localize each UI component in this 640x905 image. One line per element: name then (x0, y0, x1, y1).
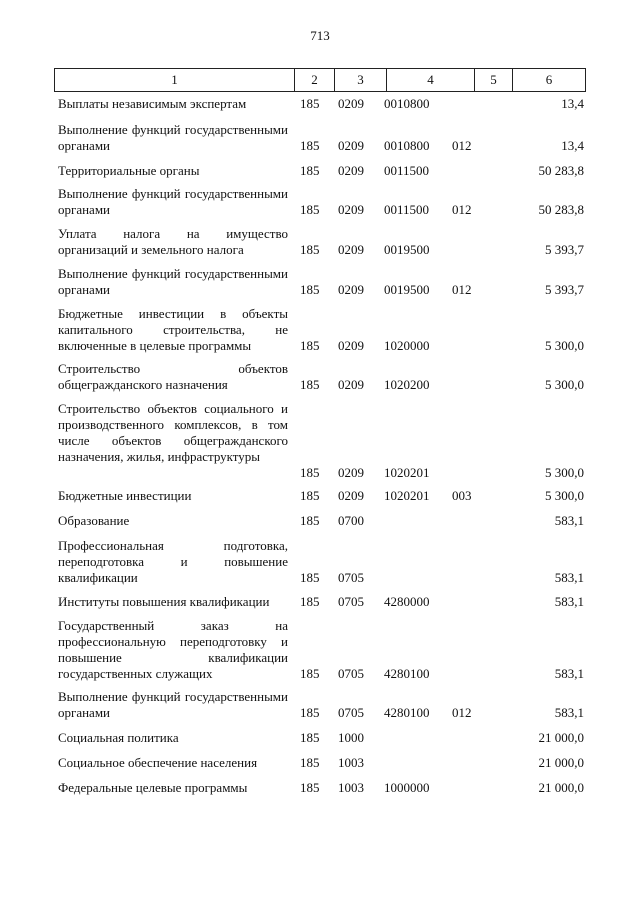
row-name: Выполнение функций государственными органами (58, 266, 288, 297)
row-amount: 5 300,0 (545, 338, 584, 353)
row-code-3: 1000 (338, 730, 364, 745)
row-code-3: 0705 (338, 666, 364, 681)
row-code-2: 185 (300, 202, 320, 217)
table-row (0, 266, 640, 298)
row-code-5: 012 (452, 202, 472, 217)
row-code-4: 0011500 (384, 163, 430, 178)
row-amount: 5 300,0 (545, 488, 584, 503)
row-code-2: 185 (300, 138, 320, 153)
row-code-4: 4280100 (384, 705, 430, 720)
row-amount: 583,1 (554, 666, 584, 681)
row-name: Образование (58, 513, 130, 528)
row-amount: 583,1 (554, 594, 584, 609)
row-code-4: 0019500 (384, 282, 430, 297)
row-code-2: 185 (300, 488, 320, 503)
row-name: Строительство объектов общегражданского назначения (58, 361, 288, 392)
table-row (0, 513, 640, 529)
row-code-2: 185 (300, 96, 320, 111)
row-code-3: 0705 (338, 570, 364, 585)
row-code-4: 1020000 (384, 338, 430, 353)
row-code-2: 185 (300, 780, 320, 795)
row-code-2: 185 (300, 163, 320, 178)
page-number: 713 (310, 28, 330, 43)
column-header-2: 2 (295, 69, 335, 91)
column-header-1: 1 (55, 69, 295, 91)
row-amount: 50 283,8 (538, 202, 584, 217)
table-row (0, 163, 640, 179)
row-code-3: 0705 (338, 705, 364, 720)
row-code-3: 0705 (338, 594, 364, 609)
table-row (0, 122, 640, 154)
row-code-3: 1003 (338, 780, 364, 795)
row-name: Федеральные целевые программы (58, 780, 248, 795)
row-code-2: 185 (300, 705, 320, 720)
row-name: Государственный заказ на профессиональную переподготовку и повышение квалификации государственных служащих (58, 618, 288, 681)
table-row (0, 361, 640, 393)
row-name: Выплаты независимым экспертам (58, 96, 247, 111)
row-name: Выполнение функций государственными органами (58, 689, 288, 720)
row-code-2: 185 (300, 570, 320, 585)
row-amount: 21 000,0 (538, 780, 584, 795)
row-code-3: 0209 (338, 488, 364, 503)
row-amount: 5 393,7 (545, 282, 584, 297)
row-amount: 5 393,7 (545, 242, 584, 257)
table-row (0, 226, 640, 258)
row-code-5: 003 (452, 488, 472, 503)
row-code-2: 185 (300, 755, 320, 770)
row-code-3: 0209 (338, 338, 364, 353)
row-code-2: 185 (300, 594, 320, 609)
row-amount: 5 300,0 (545, 377, 584, 392)
column-header-6: 6 (545, 72, 553, 87)
table-row (0, 689, 640, 721)
row-code-4: 1020201 (384, 465, 430, 480)
row-code-3: 0209 (338, 242, 364, 257)
column-header-5: 5 (475, 69, 513, 91)
row-code-3: 0209 (338, 96, 364, 111)
row-code-3: 0700 (338, 513, 364, 528)
row-name: Бюджетные инвестиции в объекты капитального строительства, не включенные в целевые программы (58, 306, 288, 353)
row-amount: 21 000,0 (538, 730, 584, 745)
table-row (0, 306, 640, 354)
row-code-4: 0010800 (384, 96, 430, 111)
column-header-4: 4 (387, 69, 475, 91)
row-code-4: 4280000 (384, 594, 430, 609)
table-row (0, 538, 640, 586)
row-name: Социальное обеспечение населения (58, 755, 258, 770)
row-name: Выполнение функций государственными органами (58, 122, 288, 153)
row-name: Строительство объектов социального и производственного комплексов, в том числе объектов общегражданского назначения, жилья, инфраструктуры (58, 401, 288, 464)
row-code-4: 1000000 (384, 780, 430, 795)
table-row (0, 618, 640, 682)
row-name: Социальная политика (58, 730, 179, 745)
row-code-4: 4280100 (384, 666, 430, 681)
row-code-2: 185 (300, 377, 320, 392)
column-header-3: 3 (335, 69, 387, 91)
row-amount: 21 000,0 (538, 755, 584, 770)
row-code-3: 0209 (338, 465, 364, 480)
row-code-5: 012 (452, 282, 472, 297)
row-name: Бюджетные инвестиции (58, 488, 192, 503)
row-name: Территориальные органы (58, 163, 200, 178)
row-code-4: 0019500 (384, 242, 430, 257)
row-amount: 13,4 (561, 138, 584, 153)
row-code-2: 185 (300, 242, 320, 257)
table-row (0, 730, 640, 746)
row-amount: 583,1 (554, 705, 584, 720)
table-row (0, 780, 640, 796)
row-name: Профессиональная подготовка, переподготовка и повышение квалификации (58, 538, 288, 585)
table-header (54, 68, 586, 92)
row-amount: 5 300,0 (545, 465, 584, 480)
row-code-3: 0209 (338, 138, 364, 153)
table-row (0, 594, 640, 610)
row-code-2: 185 (300, 338, 320, 353)
row-code-3: 1003 (338, 755, 364, 770)
row-name: Уплата налога на имущество организаций и земельного налога (58, 226, 288, 257)
row-amount: 50 283,8 (538, 163, 584, 178)
row-code-4: 0010800 (384, 138, 430, 153)
row-code-3: 0209 (338, 282, 364, 297)
row-code-5: 012 (452, 705, 472, 720)
row-amount: 583,1 (554, 570, 584, 585)
row-amount: 13,4 (561, 96, 584, 111)
row-code-5: 012 (452, 138, 472, 153)
row-code-4: 0011500 (384, 202, 430, 217)
row-code-3: 0209 (338, 202, 364, 217)
table-row (0, 186, 640, 218)
table-row (0, 96, 640, 112)
row-amount: 583,1 (554, 513, 584, 528)
row-code-4: 1020201 (384, 488, 430, 503)
row-code-3: 0209 (338, 377, 364, 392)
row-name: Выполнение функций государственными органами (58, 186, 288, 217)
row-name: Институты повышения квалификации (58, 594, 270, 609)
row-code-4: 1020200 (384, 377, 430, 392)
table-row (0, 401, 640, 481)
row-code-2: 185 (300, 730, 320, 745)
table-row (0, 755, 640, 771)
row-code-2: 185 (300, 513, 320, 528)
row-code-2: 185 (300, 465, 320, 480)
row-code-2: 185 (300, 666, 320, 681)
table-row (0, 488, 640, 504)
row-code-2: 185 (300, 282, 320, 297)
row-code-3: 0209 (338, 163, 364, 178)
